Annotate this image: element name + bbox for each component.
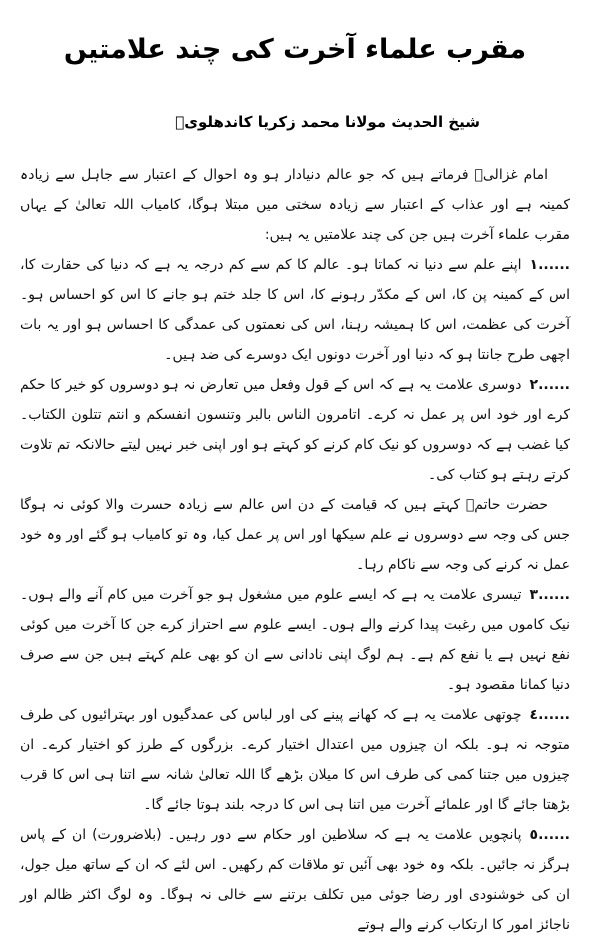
paragraph-number: ٥...... (529, 827, 570, 843)
paragraph-hatim (20, 490, 570, 580)
paragraph-text: اپنے علم سے دنیا نہ کماتا ہو۔ عالم کا کم سے کم درجہ یہ ہے کہ دنیا کی حقارت کا، اس کے کمینہ پن کا، اس کے مکدّر رہونے کا، اس کا جلد ختم ہو جانے کا اس کو احساس ہو۔ آخرت کی عظمت، اس کا ہمیشہ رہنا، اس کی نعمتوں کی عمدگی کا احساس ہو اور یہ بات اچھی طرح جانتا ہو کہ دنیا اور آخرت دونوں ایک دوسرے کی ضد ہیں۔ (20, 257, 570, 363)
paragraph-sign-3 (20, 580, 570, 700)
paragraph-sign-5 (20, 820, 570, 940)
paragraph-text: دوسری علامت یہ ہے کہ اس کے قول وفعل میں تعارض نہ ہو دوسروں کو خیر کا حکم کرے اور خود اس پر عمل نہ کرے۔ اتامرون الناس بالبر وتنسون انفسکم و انتم تتلون الکتاب۔ کیا غضب ہے کہ دوسروں کو نیک کام کرنے کو کہتے ہو اور اپنی خبر نہیں لیتے حالانکہ تم تلاوت کرتے رہتے ہو کتاب کی۔ (20, 377, 570, 483)
paragraph-sign-1 (20, 250, 570, 370)
paragraph-number: ١...... (529, 257, 570, 273)
paragraph-number: ٤...... (529, 707, 570, 723)
page-title: مقرب علماء آخرت کی چند علامتیں (63, 34, 527, 65)
paragraph-text: تیسری علامت یہ ہے کہ ایسے علوم میں مشغول ہو جو آخرت میں کام آنے والے ہوں۔ نیک کاموں میں رغبت پیدا کرنے والے ہوں۔ ایسے علوم سے احتراز کرے جن کا آخرت میں کوئی نفع نہیں ہے یا نفع کم ہے۔ ہم لوگ اپنی نادانی سے ان کو بھی علم کہتے ہیں جن سے صرف دنیا کمانا مقصود ہو۔ (20, 587, 570, 693)
paragraph-text: پانچویں علامت یہ ہے کہ سلاطین اور حکام سے دور رہیں۔ (بلاضرورت) ان کے پاس ہرگز نہ جائیں۔ بلکہ وہ خود بھی آئیں تو ملاقات کم رکھیں۔ اس لئے کہ ان کے ساتھ میل جول، ان کی خوشنودی اور رضا جوئی میں تکلف برتنے سے خالی نہ ہوگا۔ وہ لوگ اکثر ظالم اور ناجائز امور کا ارتکاب کرنے والے ہوتے (20, 827, 570, 933)
paragraph-intro (20, 160, 570, 250)
paragraph-text: امام غزالیؒ فرماتے ہیں کہ جو عالم دنیادار ہو وہ احوال کے اعتبار سے جاہل سے زیادہ کمینہ ہے اور عذاب کے اعتبار سے زیادہ سختی میں مبتلا ہوگا، کامیاب اللہ تعالیٰ کے یہاں مقرب علماء آخرت ہیں جن کی چند علامتیں یہ ہیں: (20, 167, 570, 243)
paragraph-text: حضرت حاتمؒ کہتے ہیں کہ قیامت کے دن اس عالم سے زیادہ حسرت والا کوئی نہ ہوگا جس کی وجہ سے دوسروں نے علم سیکھا اور اس پر عمل کیا، وہ تو کامیاب ہو گئے اور وہ خود عمل نہ کرنے کی وجہ سے ناکام رہا۔ (20, 497, 570, 573)
article-body (20, 160, 570, 940)
paragraph-sign-4 (20, 700, 570, 820)
author-name: شیخ الحدیث مولانا محمد زکریا کاندھلویؒ (175, 113, 480, 131)
paragraph-number: ٣...... (529, 587, 570, 603)
paragraph-text: چوتھی علامت یہ ہے کہ کھانے پینے کی اور لباس کی عمدگیوں اور بہترائیوں کی طرف متوجہ نہ ہو۔ بلکہ ان چیزوں میں اعتدال اختیار کرے۔ بزرگوں کے طرز کو اختیار کرے۔ ان چیزوں میں جتنا کمی کی طرف اس کا میلان بڑھے گا اللہ تعالیٰ شانہ سے اتنا ہی اس کا قرب بڑھتا جائے گا اور علمائے آخرت میں اتنا ہی اس کا درجہ بلند ہوتا جائے گا۔ (20, 707, 570, 813)
paragraph-sign-2 (20, 370, 570, 490)
paragraph-number: ٢...... (529, 377, 570, 393)
